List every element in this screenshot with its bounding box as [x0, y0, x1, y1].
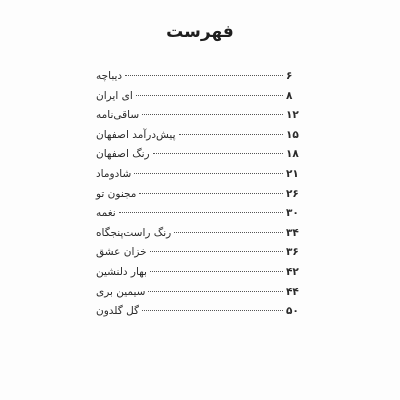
toc-dot-leader — [119, 212, 283, 213]
toc-entry-page: ۴۴ — [286, 285, 299, 298]
toc-entry-page: ۲۶ — [286, 187, 299, 200]
toc-entry-title: ای ایران — [96, 89, 133, 102]
toc-entry-title: رنگ راست‌پنجگاه — [96, 226, 172, 239]
toc-entry-page: ۸ — [286, 89, 293, 102]
toc-entry-page: ۱۵ — [286, 128, 299, 141]
toc-dot-leader — [139, 193, 283, 194]
toc-dot-leader — [125, 75, 283, 76]
table-of-contents — [96, 70, 308, 325]
toc-entry — [96, 227, 308, 247]
toc-entry-title: شادوماد — [96, 167, 132, 180]
toc-entry-title: پیش‌درآمد اصفهان — [96, 128, 176, 141]
toc-entry — [96, 90, 308, 110]
toc-entry-page: ۲۱ — [286, 167, 299, 180]
toc-dot-leader — [150, 251, 283, 252]
toc-entry-title: مجنون تو — [96, 187, 137, 200]
toc-entry-title: سیمین بری — [96, 285, 146, 298]
toc-entry-title: دیباچه — [96, 70, 123, 82]
toc-entry — [96, 109, 308, 129]
toc-entry-page: ۳۴ — [286, 226, 299, 239]
toc-entry-page: ۱۲ — [286, 109, 299, 122]
toc-entry — [96, 168, 308, 188]
toc-entry — [96, 246, 308, 266]
toc-dot-leader — [174, 232, 283, 233]
toc-entry-page: ۳۰ — [286, 207, 299, 220]
toc-dot-leader — [148, 291, 283, 292]
toc-dot-leader — [136, 95, 283, 96]
toc-entry-title: رنگ اصفهان — [96, 148, 150, 161]
toc-entry-page: ۵۰ — [286, 305, 299, 318]
toc-entry-page: ۱۸ — [286, 148, 299, 161]
toc-dot-leader — [134, 173, 283, 174]
toc-entry — [96, 129, 308, 149]
toc-entry — [96, 305, 308, 325]
page-title: فهرست — [166, 22, 234, 42]
toc-entry-title: خزان عشق — [96, 246, 147, 259]
toc-dot-leader — [153, 153, 283, 154]
toc-dot-leader — [179, 134, 283, 135]
toc-entry-title: ساقی‌نامه — [96, 109, 140, 122]
toc-entry — [96, 286, 308, 306]
toc-entry-page: ۶ — [286, 70, 293, 82]
toc-entry-title: گل گلدون — [96, 305, 140, 318]
toc-dot-leader — [150, 271, 283, 272]
toc-entry — [96, 266, 308, 286]
toc-entry-page: ۴۲ — [286, 265, 299, 278]
toc-entry-title: بهار دلنشین — [96, 265, 147, 278]
toc-entry — [96, 207, 308, 227]
toc-entry — [96, 148, 308, 168]
toc-entry — [96, 188, 308, 208]
toc-dot-leader — [142, 114, 283, 115]
toc-dot-leader — [142, 310, 283, 311]
toc-entry — [96, 70, 308, 90]
toc-entry-page: ۳۶ — [286, 246, 299, 259]
toc-entry-title: نغمه — [96, 207, 116, 220]
